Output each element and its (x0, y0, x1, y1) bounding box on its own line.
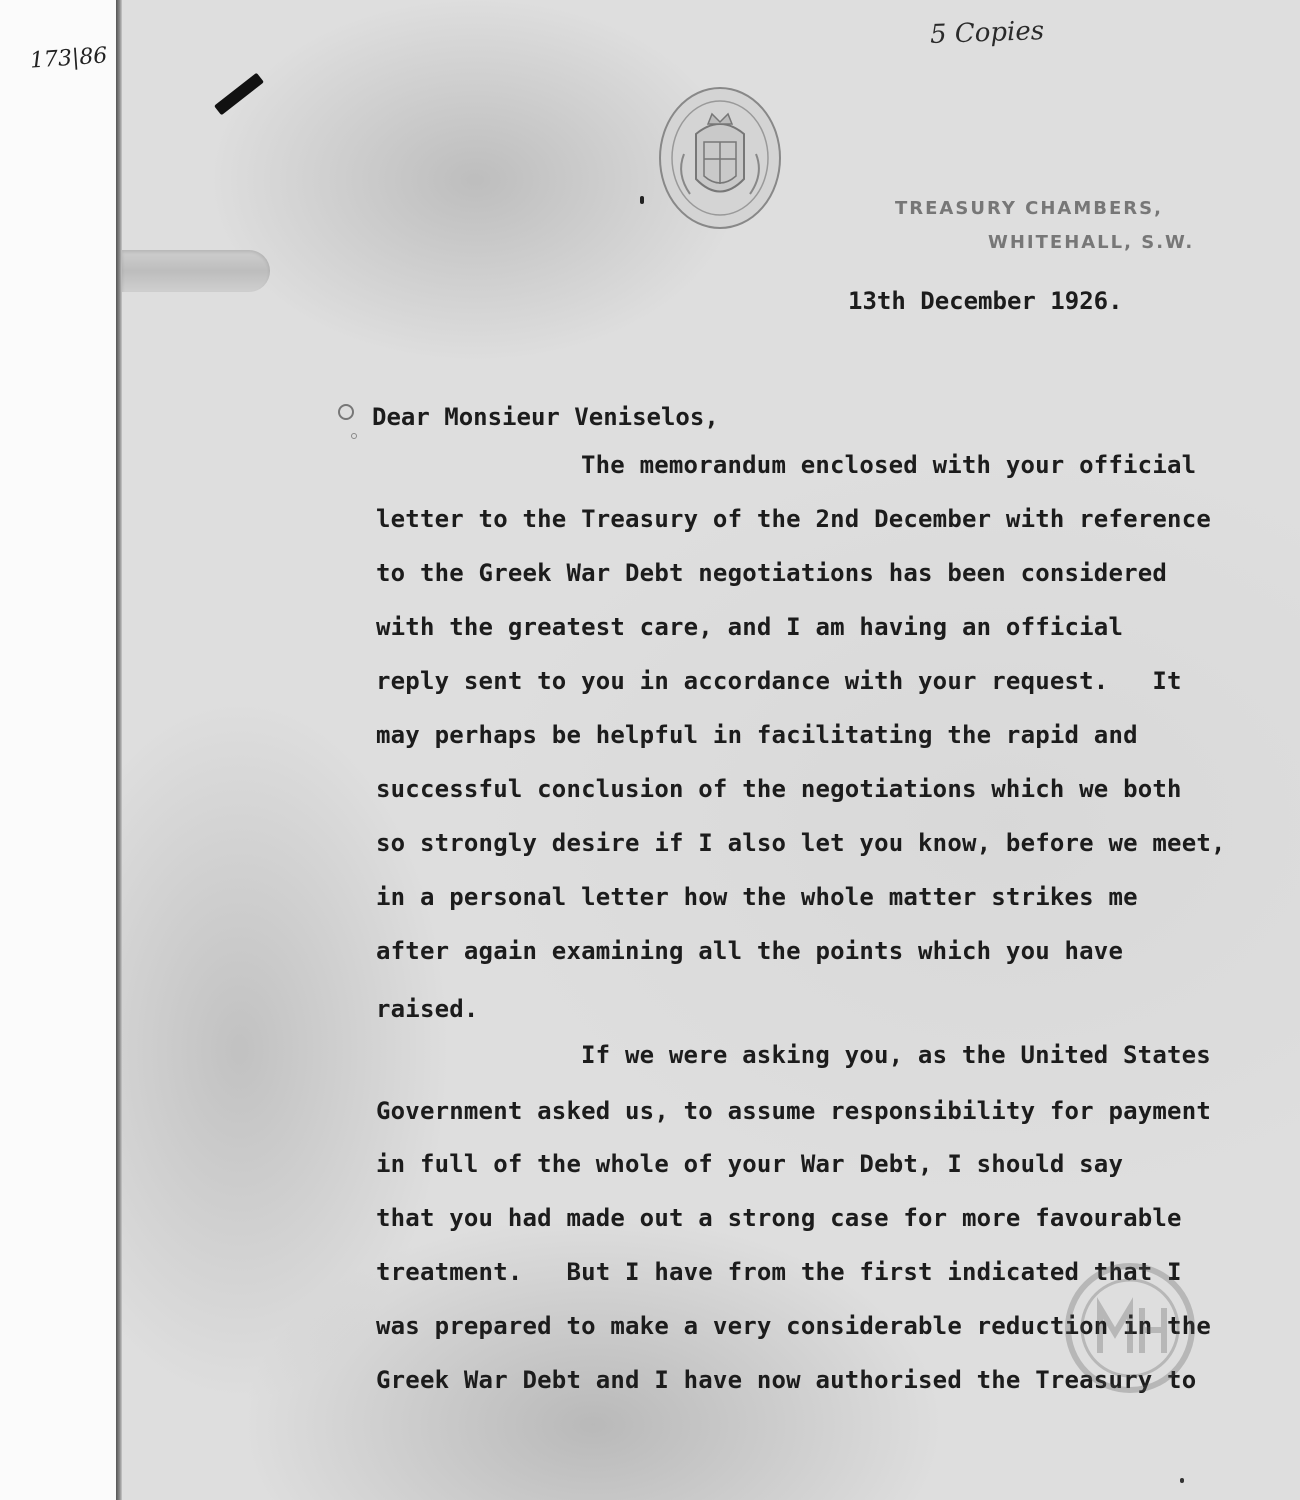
body-line: successful conclusion of the negotiations which we both (376, 775, 1182, 803)
body-line: reply sent to you in accordance with your request. It (376, 667, 1182, 695)
letterhead-line-2: WHITEHALL, S.W. (988, 232, 1195, 253)
body-line: in a personal letter how the whole matter strikes me (376, 883, 1138, 911)
body-line: after again examining all the points which you have (376, 937, 1124, 965)
letterhead-line-1: TREASURY CHAMBERS, (895, 198, 1163, 219)
folder-edge (116, 0, 122, 1500)
body-line: Government asked us, to assume responsibility for payment (376, 1097, 1212, 1125)
treasury-seal-icon (656, 84, 784, 232)
body-line: so strongly desire if I also let you know, before we meet, (376, 829, 1226, 857)
ink-speck (640, 196, 644, 204)
body-line: to the Greek War Debt negotiations has been considered (376, 559, 1168, 587)
body-line: The memorandum enclosed with your official (581, 451, 1197, 479)
fold-mark (122, 250, 270, 292)
body-line: Greek War Debt and I have now authorised the Treasury to (376, 1366, 1197, 1394)
body-line: with the greatest care, and I am having an official (376, 613, 1124, 641)
body-line: may perhaps be helpful in facilitating the rapid and (376, 721, 1138, 749)
punch-hole-mark-small (351, 433, 357, 439)
letter-date: 13th December 1926. (848, 287, 1123, 315)
body-line: letter to the Treasury of the 2nd December with reference (376, 505, 1212, 533)
left-margin-strip (0, 0, 118, 1500)
handwritten-copies-note: 5 Copies (929, 16, 1045, 50)
archive-reference-number: 173|86 (29, 43, 109, 74)
body-line: raised. (376, 995, 479, 1023)
body-line: in full of the whole of your War Debt, I should say (376, 1150, 1124, 1178)
body-line: treatment. But I have from the first indicated that I (376, 1258, 1182, 1286)
ink-speck (1180, 1478, 1184, 1483)
body-line: that you had made out a strong case for more favourable (376, 1204, 1182, 1232)
archive-watermark-icon (1060, 1258, 1200, 1398)
body-line: was prepared to make a very considerable reduction in the (376, 1312, 1212, 1340)
punch-hole-mark (338, 404, 354, 420)
salutation: Dear Monsieur Veniselos, (372, 403, 719, 431)
body-line: If we were asking you, as the United States (581, 1041, 1211, 1069)
